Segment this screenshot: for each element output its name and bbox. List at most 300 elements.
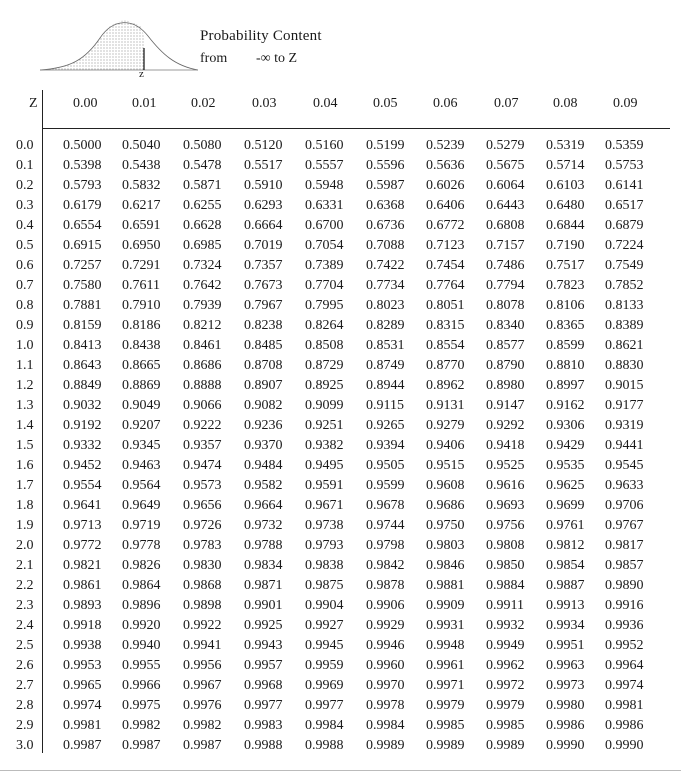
table-cell: 0.7257 [63,258,102,273]
table-cell: 0.9968 [244,678,283,693]
table-cell: 0.9279 [426,418,465,433]
table-cell: 0.9957 [244,658,283,673]
row-z-value: 1.2 [16,378,34,393]
table-cell: 0.9981 [63,718,102,733]
table-cell: 0.7995 [305,298,344,313]
table-cell: 0.6664 [244,218,283,233]
table-cell: 0.9222 [183,418,222,433]
table-cell: 0.9922 [183,618,222,633]
table-cell: 0.9984 [305,718,344,733]
table-cell: 0.9975 [122,698,161,713]
table-cell: 0.9990 [605,738,644,753]
row-z-value: 1.1 [16,358,34,373]
table-cell: 0.9981 [605,698,644,713]
table-cell: 0.9850 [486,558,525,573]
table-cell: 0.8508 [305,338,344,353]
table-cell: 0.9925 [244,618,283,633]
row-z-value: 2.4 [16,618,34,633]
table-cell: 0.9961 [426,658,465,673]
table-cell: 0.9940 [122,638,161,653]
table-cell: 0.9793 [305,538,344,553]
table-cell: 0.5832 [122,178,161,193]
table-cell: 0.9951 [546,638,585,653]
table-cell: 0.9911 [486,598,524,613]
table-cell: 0.6331 [305,198,344,213]
table-cell: 0.9099 [305,398,344,413]
table-cell: 0.7324 [183,258,222,273]
table-cell: 0.9826 [122,558,161,573]
table-cell: 0.6950 [122,238,161,253]
column-header: 0.07 [494,96,519,111]
column-header: 0.02 [191,96,216,111]
table-cell: 0.8790 [486,358,525,373]
table-cell: 0.9049 [122,398,161,413]
table-cell: 0.8289 [366,318,405,333]
table-cell: 0.7734 [366,278,405,293]
table-cell: 0.9989 [486,738,525,753]
table-cell: 0.9985 [426,718,465,733]
table-cell: 0.9989 [366,738,405,753]
table-cell: 0.5000 [63,138,102,153]
z-marker: z [139,68,144,80]
row-z-value: 1.4 [16,418,34,433]
table-cell: 0.9788 [244,538,283,553]
table-cell: 0.6591 [122,218,161,233]
table-cell: 0.9345 [122,438,161,453]
table-cell: 0.9441 [605,438,644,453]
table-cell: 0.5675 [486,158,525,173]
table-cell: 0.9932 [486,618,525,633]
row-z-value: 1.8 [16,498,34,513]
row-z-value: 0.3 [16,198,34,213]
table-cell: 0.7088 [366,238,405,253]
table-cell: 0.7881 [63,298,102,313]
table-cell: 0.9973 [546,678,585,693]
table-cell: 0.5714 [546,158,585,173]
table-cell: 0.9817 [605,538,644,553]
table-cell: 0.9987 [122,738,161,753]
range-label: -∞ to Z [256,51,298,66]
table-cell: 0.9884 [486,578,525,593]
table-cell: 0.9573 [183,478,222,493]
column-header: 0.08 [553,96,578,111]
table-cell: 0.8980 [486,378,525,393]
table-cell: 0.9927 [305,618,344,633]
table-cell: 0.5793 [63,178,102,193]
row-z-value: 0.2 [16,178,34,193]
table-cell: 0.6736 [366,218,405,233]
normal-curve-icon [40,8,200,86]
table-cell: 0.9898 [183,598,222,613]
table-cell: 0.9750 [426,518,465,533]
table-cell: 0.9964 [605,658,644,673]
table-cell: 0.9868 [183,578,222,593]
table-cell: 0.6103 [546,178,585,193]
table-cell: 0.8531 [366,338,405,353]
table-cell: 0.9616 [486,478,525,493]
table-cell: 0.9292 [486,418,525,433]
table-cell: 0.6628 [183,218,222,233]
table-cell: 0.9864 [122,578,161,593]
table-cell: 0.6026 [426,178,465,193]
table-cell: 0.7517 [546,258,585,273]
row-z-value: 1.0 [16,338,34,353]
table-cell: 0.8729 [305,358,344,373]
table-cell: 0.9756 [486,518,525,533]
table-cell: 0.9803 [426,538,465,553]
from-label: from [200,51,228,66]
table-cell: 0.9969 [305,678,344,693]
table-cell: 0.9357 [183,438,222,453]
table-cell: 0.9515 [426,458,465,473]
table-cell: 0.9945 [305,638,344,653]
table-cell: 0.9236 [244,418,283,433]
z-column-header: Z [29,96,38,111]
table-cell: 0.9982 [122,718,161,733]
table-cell: 0.7422 [366,258,405,273]
table-cell: 0.9505 [366,458,405,473]
table-cell: 0.9966 [122,678,161,693]
table-cell: 0.9767 [605,518,644,533]
table-cell: 0.6368 [366,198,405,213]
table-cell: 0.9535 [546,458,585,473]
table-cell: 0.7454 [426,258,465,273]
bottom-rule [0,770,681,771]
row-z-value: 1.6 [16,458,34,473]
table-cell: 0.9192 [63,418,102,433]
table-cell: 0.9972 [486,678,525,693]
table-cell: 0.9887 [546,578,585,593]
table-cell: 0.9406 [426,438,465,453]
table-cell: 0.9726 [183,518,222,533]
table-cell: 0.9987 [183,738,222,753]
table-cell: 0.7611 [122,278,160,293]
table-cell: 0.6443 [486,198,525,213]
table-cell: 0.7764 [426,278,465,293]
table-cell: 0.5279 [486,138,525,153]
table-cell: 0.9938 [63,638,102,653]
table-cell: 0.9830 [183,558,222,573]
table-cell: 0.9738 [305,518,344,533]
table-cell: 0.5040 [122,138,161,153]
table-cell: 0.8340 [486,318,525,333]
table-cell: 0.9971 [426,678,465,693]
table-cell: 0.8238 [244,318,283,333]
table-cell: 0.9732 [244,518,283,533]
table-cell: 0.9878 [366,578,405,593]
table-cell: 0.8485 [244,338,283,353]
table-cell: 0.6255 [183,198,222,213]
table-cell: 0.6064 [486,178,525,193]
table-cell: 0.5438 [122,158,161,173]
table-cell: 0.9251 [305,418,344,433]
table-cell: 0.7580 [63,278,102,293]
table-cell: 0.8159 [63,318,102,333]
row-z-value: 2.3 [16,598,34,613]
table-cell: 0.9934 [546,618,585,633]
table-cell: 0.6808 [486,218,525,233]
table-cell: 0.9904 [305,598,344,613]
table-cell: 0.9319 [605,418,644,433]
table-cell: 0.9967 [183,678,222,693]
range-subtitle [200,51,297,67]
table-cell: 0.5319 [546,138,585,153]
table-cell: 0.8925 [305,378,344,393]
column-header: 0.03 [252,96,277,111]
table-cell: 0.7190 [546,238,585,253]
table-cell: 0.5871 [183,178,222,193]
table-cell: 0.9693 [486,498,525,513]
table-cell: 0.8686 [183,358,222,373]
table-cell: 0.6517 [605,198,644,213]
row-z-value: 1.7 [16,478,34,493]
header-divider [42,128,670,129]
row-z-value: 3.0 [16,738,34,753]
table-cell: 0.9015 [605,378,644,393]
table-cell: 0.9719 [122,518,161,533]
table-cell: 0.6141 [605,178,644,193]
table-cell: 0.9332 [63,438,102,453]
row-z-value: 1.3 [16,398,34,413]
table-cell: 0.9265 [366,418,405,433]
table-cell: 0.5557 [305,158,344,173]
table-cell: 0.9032 [63,398,102,413]
table-cell: 0.5987 [366,178,405,193]
table-cell: 0.5478 [183,158,222,173]
table-cell: 0.8770 [426,358,465,373]
table-cell: 0.6985 [183,238,222,253]
page-title: Probability Content [200,28,322,44]
table-cell: 0.9545 [605,458,644,473]
table-cell: 0.7157 [486,238,525,253]
table-cell: 0.9990 [546,738,585,753]
table-cell: 0.9664 [244,498,283,513]
table-cell: 0.9582 [244,478,283,493]
table-cell: 0.6879 [605,218,644,233]
table-cell: 0.9962 [486,658,525,673]
table-cell: 0.9207 [122,418,161,433]
table-cell: 0.7939 [183,298,222,313]
table-cell: 0.7549 [605,258,644,273]
table-cell: 0.9982 [183,718,222,733]
table-cell: 0.9977 [305,698,344,713]
table-cell: 0.5160 [305,138,344,153]
table-cell: 0.9986 [605,718,644,733]
table-cell: 0.9418 [486,438,525,453]
table-cell: 0.9778 [122,538,161,553]
table-cell: 0.9913 [546,598,585,613]
table-cell: 0.9671 [305,498,344,513]
table-cell: 0.9988 [305,738,344,753]
table-cell: 0.5948 [305,178,344,193]
table-cell: 0.9394 [366,438,405,453]
row-z-value: 1.5 [16,438,34,453]
table-cell: 0.9599 [366,478,405,493]
table-cell: 0.7823 [546,278,585,293]
table-cell: 0.5199 [366,138,405,153]
table-cell: 0.9988 [244,738,283,753]
table-cell: 0.5359 [605,138,644,153]
table-cell: 0.9956 [183,658,222,673]
table-cell: 0.9909 [426,598,465,613]
table-cell: 0.9979 [486,698,525,713]
table-cell: 0.9131 [426,398,465,413]
row-z-value: 2.8 [16,698,34,713]
table-cell: 0.6480 [546,198,585,213]
table-cell: 0.9798 [366,538,405,553]
table-cell: 0.7967 [244,298,283,313]
table-cell: 0.9881 [426,578,465,593]
table-cell: 0.9649 [122,498,161,513]
table-cell: 0.7357 [244,258,283,273]
table-cell: 0.5596 [366,158,405,173]
table-cell: 0.9976 [183,698,222,713]
table-cell: 0.9987 [63,738,102,753]
table-cell: 0.5080 [183,138,222,153]
table-cell: 0.8621 [605,338,644,353]
table-cell: 0.9713 [63,518,102,533]
table-cell: 0.9916 [605,598,644,613]
table-cell: 0.8708 [244,358,283,373]
table-cell: 0.8212 [183,318,222,333]
table-cell: 0.9525 [486,458,525,473]
table-cell: 0.8749 [366,358,405,373]
row-z-value: 0.5 [16,238,34,253]
table-cell: 0.8907 [244,378,283,393]
table-cell: 0.8365 [546,318,585,333]
table-cell: 0.5239 [426,138,465,153]
table-cell: 0.8869 [122,378,161,393]
table-cell: 0.8997 [546,378,585,393]
table-cell: 0.8944 [366,378,405,393]
table-cell: 0.9965 [63,678,102,693]
table-cell: 0.9979 [426,698,465,713]
table-cell: 0.9943 [244,638,283,653]
table-cell: 0.9946 [366,638,405,653]
table-cell: 0.9861 [63,578,102,593]
column-header: 0.05 [373,96,398,111]
row-z-value: 2.1 [16,558,34,573]
column-header: 0.06 [433,96,458,111]
row-z-value: 1.9 [16,518,34,533]
table-cell: 0.6406 [426,198,465,213]
table-cell: 0.8599 [546,338,585,353]
table-cell: 0.9838 [305,558,344,573]
table-cell: 0.9177 [605,398,644,413]
table-cell: 0.6844 [546,218,585,233]
table-cell: 0.9633 [605,478,644,493]
table-cell: 0.5753 [605,158,644,173]
row-z-value: 2.5 [16,638,34,653]
table-cell: 0.7910 [122,298,161,313]
table-cell: 0.9871 [244,578,283,593]
table-cell: 0.9918 [63,618,102,633]
table-cell: 0.8389 [605,318,644,333]
row-z-value: 0.7 [16,278,34,293]
table-cell: 0.9706 [605,498,644,513]
table-cell: 0.9986 [546,718,585,733]
table-cell: 0.9959 [305,658,344,673]
table-cell: 0.9941 [183,638,222,653]
table-cell: 0.8051 [426,298,465,313]
table-cell: 0.9808 [486,538,525,553]
table-cell: 0.7486 [486,258,525,273]
table-cell: 0.8461 [183,338,222,353]
table-cell: 0.8133 [605,298,644,313]
table-cell: 0.9970 [366,678,405,693]
column-header: 0.01 [132,96,157,111]
table-cell: 0.5636 [426,158,465,173]
row-z-value: 0.1 [16,158,34,173]
table-cell: 0.5910 [244,178,283,193]
table-cell: 0.9989 [426,738,465,753]
table-cell: 0.6293 [244,198,283,213]
table-cell: 0.8438 [122,338,161,353]
table-cell: 0.9554 [63,478,102,493]
table-cell: 0.8315 [426,318,465,333]
table-cell: 0.7019 [244,238,283,253]
row-z-value: 2.0 [16,538,34,553]
row-z-value: 2.2 [16,578,34,593]
table-cell: 0.8023 [366,298,405,313]
table-cell: 0.6179 [63,198,102,213]
table-cell: 0.8577 [486,338,525,353]
column-header: 0.09 [613,96,638,111]
table-cell: 0.9772 [63,538,102,553]
table-cell: 0.9953 [63,658,102,673]
column-header: 0.00 [73,96,98,111]
column-header: 0.04 [313,96,338,111]
row-z-value: 2.7 [16,678,34,693]
table-cell: 0.7704 [305,278,344,293]
table-cell: 0.9929 [366,618,405,633]
table-cell: 0.9949 [486,638,525,653]
row-z-value: 0.8 [16,298,34,313]
table-cell: 0.9370 [244,438,283,453]
table-cell: 0.7852 [605,278,644,293]
table-cell: 0.7123 [426,238,465,253]
table-cell: 0.7642 [183,278,222,293]
table-cell: 0.9974 [63,698,102,713]
table-cell: 0.9857 [605,558,644,573]
table-cell: 0.8186 [122,318,161,333]
table-cell: 0.7054 [305,238,344,253]
table-cell: 0.9977 [244,698,283,713]
table-cell: 0.9147 [486,398,525,413]
table-cell: 0.9656 [183,498,222,513]
table-cell: 0.9890 [605,578,644,593]
table-cell: 0.9812 [546,538,585,553]
table-cell: 0.9978 [366,698,405,713]
table-cell: 0.9854 [546,558,585,573]
table-cell: 0.9931 [426,618,465,633]
table-cell: 0.5120 [244,138,283,153]
table-cell: 0.9686 [426,498,465,513]
row-z-value: 0.6 [16,258,34,273]
table-cell: 0.9906 [366,598,405,613]
row-z-value: 0.0 [16,138,34,153]
table-cell: 0.9564 [122,478,161,493]
table-cell: 0.9901 [244,598,283,613]
table-cell: 0.9306 [546,418,585,433]
table-cell: 0.6915 [63,238,102,253]
table-cell: 0.6554 [63,218,102,233]
table-cell: 0.8849 [63,378,102,393]
table-cell: 0.9484 [244,458,283,473]
table-cell: 0.9744 [366,518,405,533]
table-cell: 0.9474 [183,458,222,473]
table-cell: 0.7224 [605,238,644,253]
